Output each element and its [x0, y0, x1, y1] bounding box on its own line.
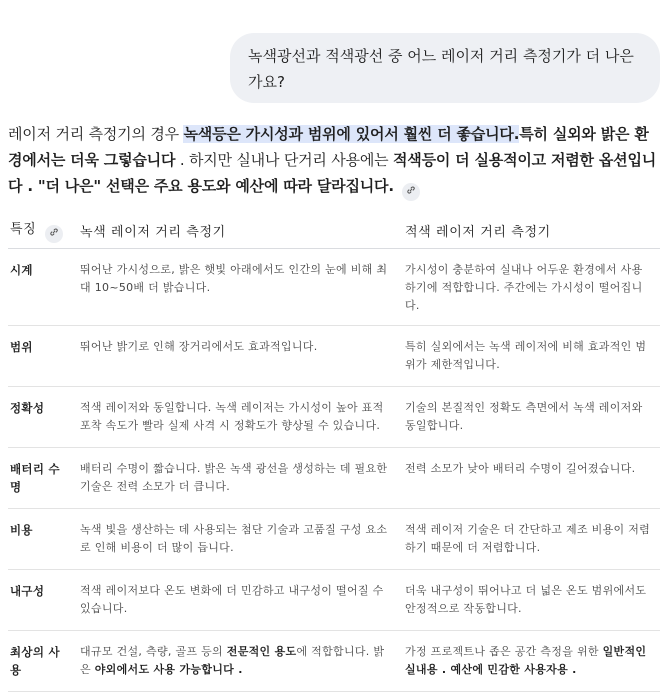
row-feature: 내구성	[8, 570, 78, 631]
table-header-feature: 특징	[8, 212, 78, 249]
row-feature: 정확성	[8, 387, 78, 448]
link-icon[interactable]	[45, 225, 63, 243]
table-row	[8, 509, 660, 570]
row-red: 적색 레이저 기술은 더 간단하고 제조 비용이 저렴하기 때문에 더 저렴합니다.	[403, 509, 660, 570]
row-red: 전력 소모가 낮아 배터리 수명이 길어졌습니다.	[403, 448, 660, 509]
answer-bold-red: 적색등이 더 실용적이고 저렴한 옵션입니다	[8, 151, 657, 195]
answer-paragraph	[8, 121, 660, 201]
link-icon[interactable]	[402, 183, 420, 201]
row-red: 가정 프로젝트나 좁은 공간 측정을 위한 일반적인 실내용 . 예산에 민감한 사용자용 .	[403, 631, 660, 692]
user-message-line2: 가요?	[248, 73, 285, 91]
row-feature: 비용	[8, 509, 78, 570]
answer-text-1: 레이저 거리 측정기의 경우	[8, 125, 179, 143]
user-message-bubble	[230, 33, 660, 103]
table-row	[8, 631, 660, 692]
row-green: 대규모 건설, 측량, 골프 등의 전문적인 용도에 적합합니다. 밝은 야외에서도 사용 가능합니다 .	[78, 631, 403, 692]
row-green: 배터리 수명이 짧습니다. 밝은 녹색 광선을 생성하는 데 필요한 기술은 전력 소모가 더 큽니다.	[78, 448, 403, 509]
user-message-line1: 녹색광선과 적색광선 중 어느 레이저 거리 측정기가 더 나은	[248, 47, 634, 65]
row-green: 뛰어난 가시성으로, 밝은 햇빛 아래에서도 인간의 눈에 비해 최대 10~50배 더 밝습니다.	[78, 249, 403, 326]
table-row	[8, 448, 660, 509]
answer-highlight-green[interactable]: 녹색등은 가시성과 범위에 있어서 훨씬 더 좋습니다.	[183, 125, 520, 143]
answer-bold-outdoor: 특히 실외와 밝은 환경에서는 더욱 그렇습니다	[8, 125, 649, 169]
table-row	[8, 570, 660, 631]
row-feature: 배터리 수명	[8, 448, 78, 509]
row-green: 적색 레이저보다 온도 변화에 더 민감하고 내구성이 떨어질 수 있습니다.	[78, 570, 403, 631]
row-feature: 시계	[8, 249, 78, 326]
row-green: 녹색 빛을 생산하는 데 사용되는 첨단 기술과 고품질 구성 요소로 인해 비용이 더 많이 듭니다.	[78, 509, 403, 570]
row-green: 적색 레이저와 동일합니다. 녹색 레이저는 가시성이 높아 표적 포착 속도가 빨라 실제 사격 시 정확도가 향상될 수 있습니다.	[78, 387, 403, 448]
table-row	[8, 249, 660, 326]
table-row	[8, 387, 660, 448]
answer-text-2: . 하지만 실내나 단거리 사용에는	[175, 151, 393, 169]
comparison-table	[8, 212, 660, 692]
row-red: 특히 실외에서는 녹색 레이저에 비해 효과적인 범위가 제한적입니다.	[403, 326, 660, 387]
row-red: 더욱 내구성이 뛰어나고 더 넓은 온도 범위에서도 안정적으로 작동합니다.	[403, 570, 660, 631]
row-feature: 최상의 사용	[8, 631, 78, 692]
row-feature: 범위	[8, 326, 78, 387]
table-header-green: 녹색 레이저 거리 측정기	[78, 212, 403, 249]
row-red: 가시성이 충분하여 실내나 어두운 환경에서 사용하기에 적합합니다. 주간에는 가시성이 떨어집니다.	[403, 249, 660, 326]
answer-text-3: . "더 나은" 선택은 주요 용도와 예산에 따라 달라집니다.	[22, 177, 394, 195]
row-green: 뛰어난 밝기로 인해 장거리에서도 효과적입니다.	[78, 326, 403, 387]
row-red: 기술의 본질적인 정확도 측면에서 녹색 레이저와 동일합니다.	[403, 387, 660, 448]
table-header-red: 적색 레이저 거리 측정기	[403, 212, 660, 249]
table-row	[8, 326, 660, 387]
